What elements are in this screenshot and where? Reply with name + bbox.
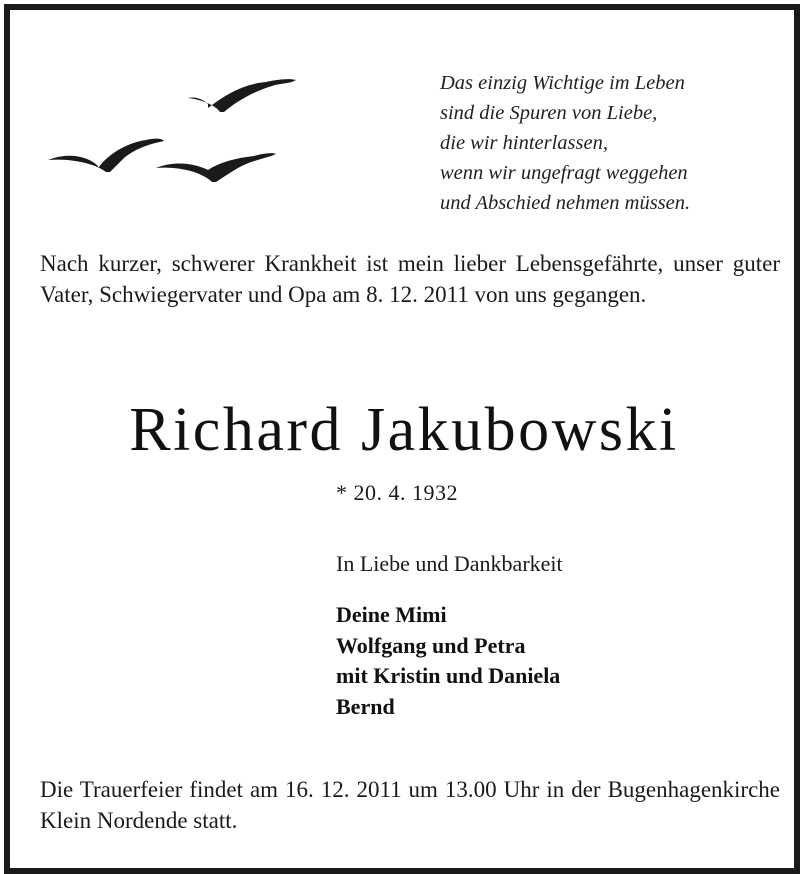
- family-member: Wolfgang und Petra: [336, 632, 526, 658]
- poem-line: die wir hinterlassen,: [440, 132, 608, 154]
- flying-bird-icon: [48, 139, 164, 172]
- birds-illustration: [40, 68, 340, 198]
- birth-date: * 20. 4. 1932: [336, 480, 458, 505]
- family-member: Deine Mimi: [336, 602, 447, 627]
- poem: [440, 68, 780, 218]
- family-member: mit Kristin und Daniela: [336, 663, 561, 688]
- thanks-line: In Liebe und Dankbarkeit: [336, 551, 563, 576]
- poem-line: Das einzig Wichtige im Leben: [440, 72, 685, 94]
- announcement-text: Nach kurzer, schwerer Krankheit ist mein lieber Lebensgefährte, unser guter Vater, Schwiegervater und Opa am 8. 12. 2011 von uns gegangen.: [40, 251, 780, 307]
- poem-line: sind die Spuren von Liebe,: [440, 102, 658, 124]
- family-member: Bernd: [336, 693, 395, 719]
- poem-line: und Abschied nehmen müssen.: [440, 192, 691, 214]
- family-list: [336, 600, 560, 722]
- deceased-name: Richard Jakubowski: [129, 396, 679, 464]
- obituary-frame: [4, 4, 800, 874]
- funeral-notice: Die Trauerfeier findet am 16. 12. 2011 um 13.00 Uhr in der Bugenhagenkirche Klein Nordende statt.: [40, 777, 780, 833]
- poem-line: wenn wir ungefragt weggehen: [440, 162, 688, 184]
- flying-bird-icon: [156, 153, 276, 182]
- flying-bird-icon: [188, 79, 296, 112]
